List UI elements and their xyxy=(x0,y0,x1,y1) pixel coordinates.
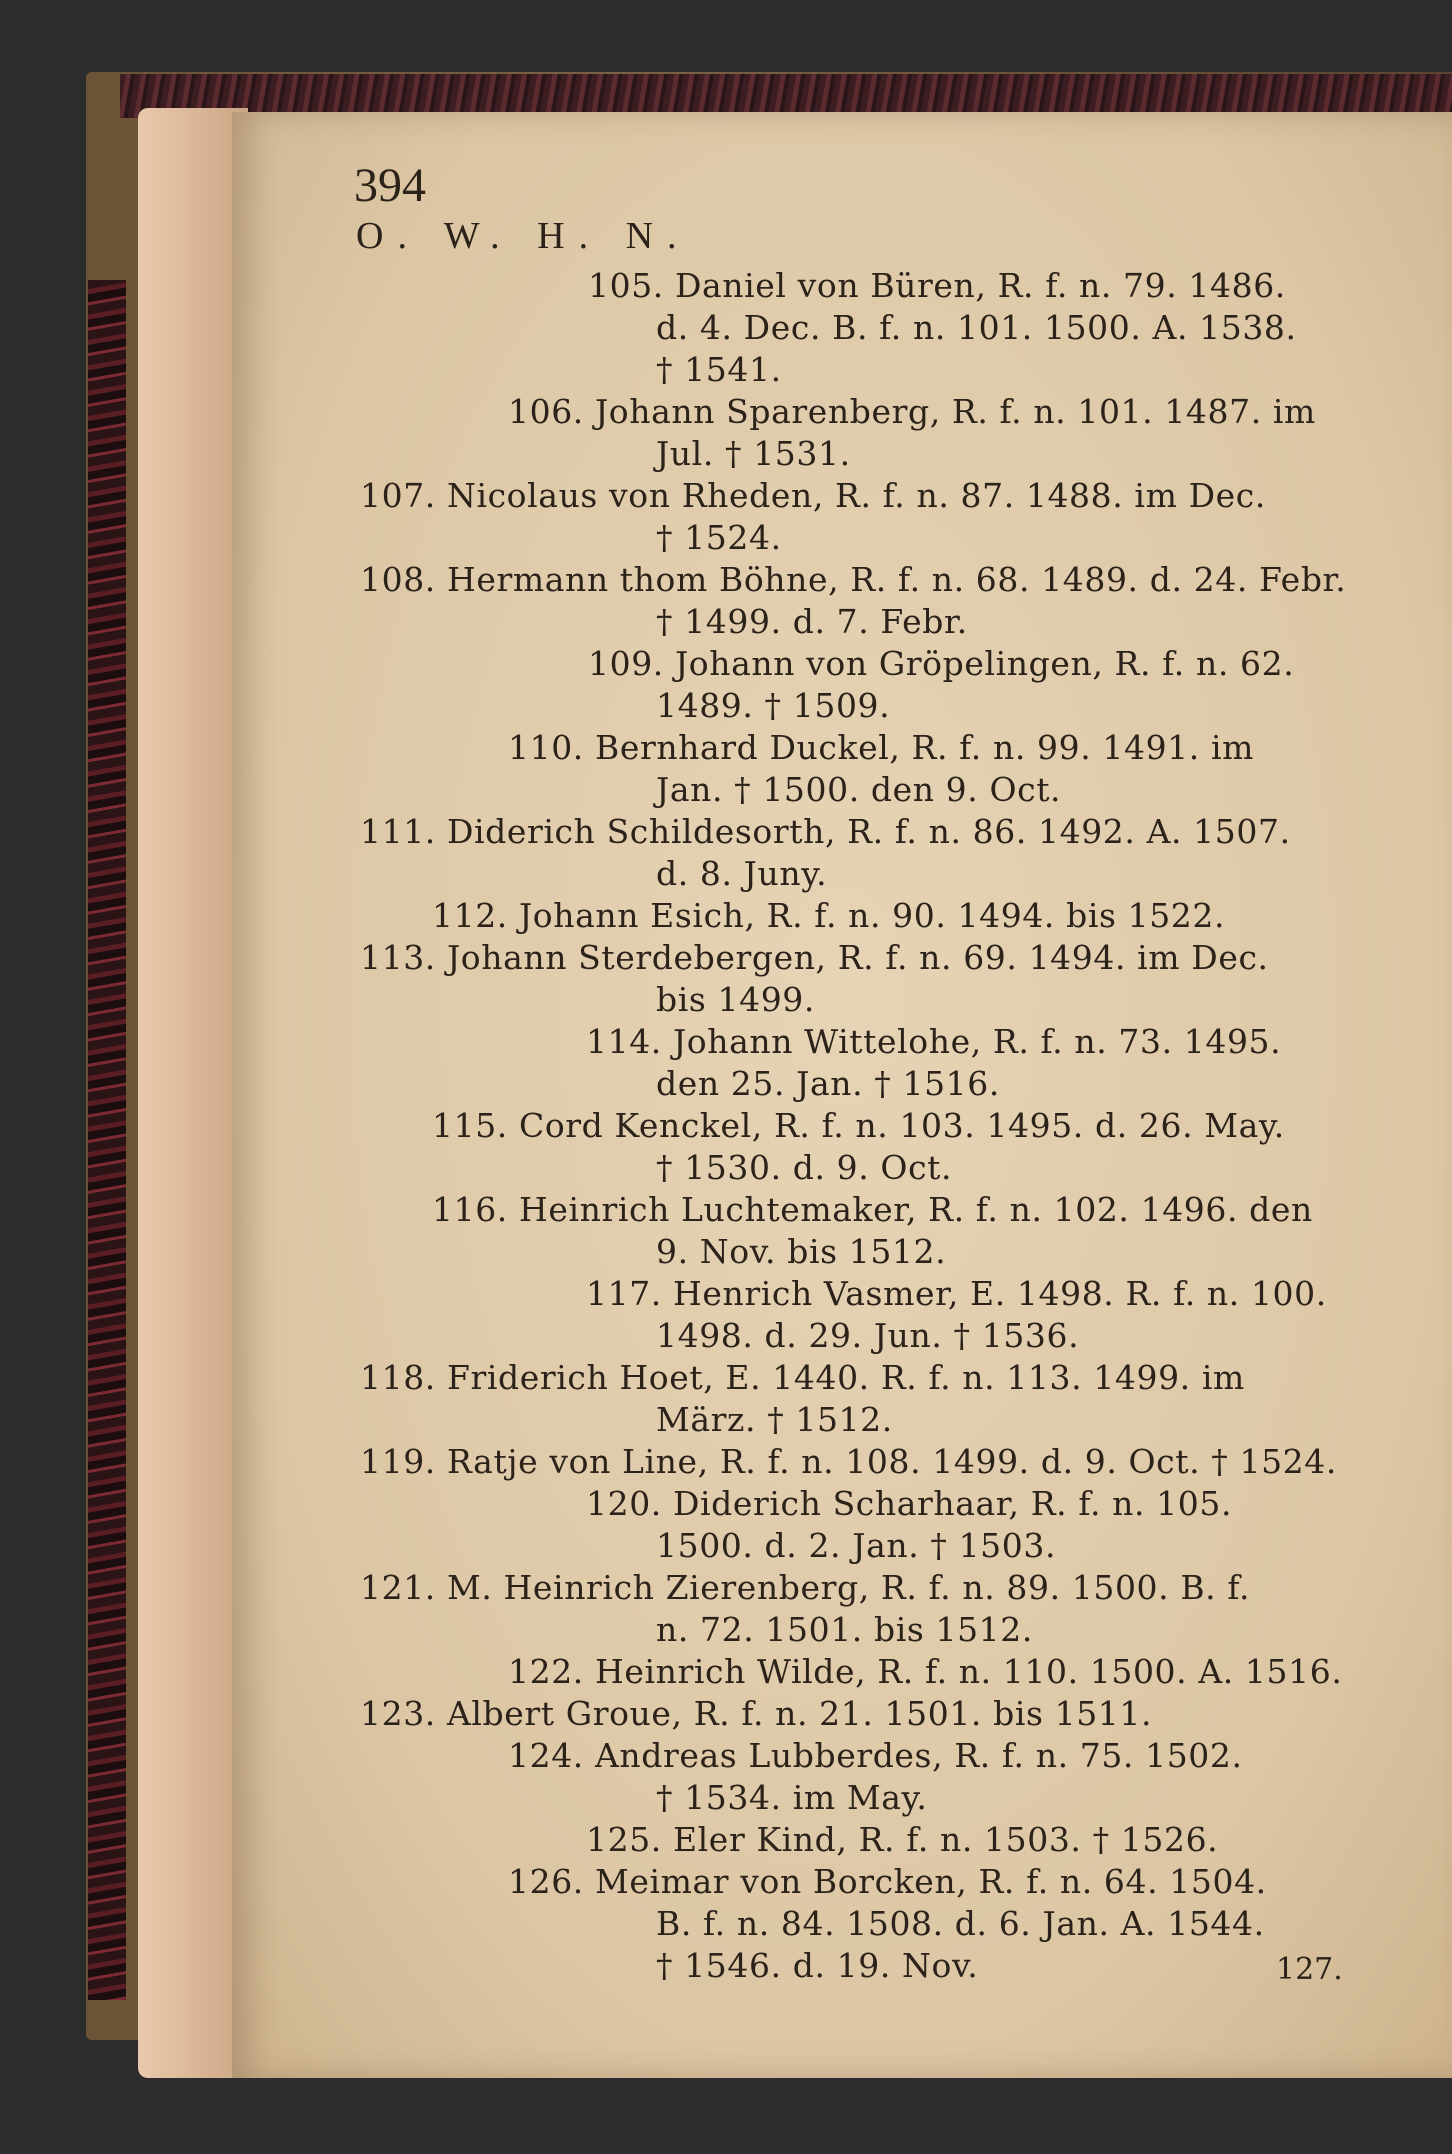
text-line: 1498. d. 29. Jun. † 1536. xyxy=(656,1316,1080,1355)
text-line: † 1499. d. 7. Febr. xyxy=(656,602,968,641)
text-line: 118. Friderich Hoet, E. 1440. R. f. n. 113. 1499. im xyxy=(360,1358,1245,1397)
text-line: 116. Heinrich Luchtemaker, R. f. n. 102. 1496. den xyxy=(432,1190,1313,1229)
page-number: 394 xyxy=(354,159,426,212)
text-line: 122. Heinrich Wilde, R. f. n. 110. 1500. A. 1516. xyxy=(508,1652,1343,1691)
text-line: 120. Diderich Scharhaar, R. f. n. 105. xyxy=(586,1484,1233,1523)
text-line: 1489. † 1509. xyxy=(656,686,891,725)
text-line: 125. Eler Kind, R. f. n. 1503. † 1526. xyxy=(586,1820,1219,1859)
text-line: 105. Daniel von Büren, R. f. n. 79. 1486. xyxy=(588,266,1286,305)
text-line: † 1524. xyxy=(656,518,782,557)
text-line: 115. Cord Kenckel, R. f. n. 103. 1495. d. 26. May. xyxy=(432,1106,1285,1145)
text-line: d. 8. Juny. xyxy=(656,854,828,893)
text-line: Jan. † 1500. den 9. Oct. xyxy=(656,770,1062,809)
text-line: n. 72. 1501. bis 1512. xyxy=(656,1610,1033,1649)
text-line: 121. M. Heinrich Zierenberg, R. f. n. 89. 1500. B. f. xyxy=(360,1568,1251,1607)
text-line: † 1541. xyxy=(656,350,782,389)
text-line: 119. Ratje von Line, R. f. n. 108. 1499. d. 9. Oct. † 1524. xyxy=(360,1442,1337,1481)
text-line: Jul. † 1531. xyxy=(656,434,851,473)
text-line: 107. Nicolaus von Rheden, R. f. n. 87. 1488. im Dec. xyxy=(360,476,1266,515)
text-line: d. 4. Dec. B. f. n. 101. 1500. A. 1538. xyxy=(656,308,1297,347)
text-line: † 1534. im May. xyxy=(656,1778,928,1817)
text-line: 111. Diderich Schildesorth, R. f. n. 86. 1492. A. 1507. xyxy=(360,812,1291,851)
text-line: † 1546. d. 19. Nov. xyxy=(656,1946,979,1985)
text-line: 117. Henrich Vasmer, E. 1498. R. f. n. 100. xyxy=(586,1274,1327,1313)
text-line: B. f. n. 84. 1508. d. 6. Jan. A. 1544. xyxy=(656,1904,1265,1943)
spine-marble xyxy=(88,280,126,2000)
catchword: 127. xyxy=(1276,1952,1343,1987)
text-line: 114. Johann Wittelohe, R. f. n. 73. 1495. xyxy=(586,1022,1282,1061)
text-line: 106. Johann Sparenberg, R. f. n. 101. 1487. im xyxy=(508,392,1316,431)
text-line: bis 1499. xyxy=(656,980,815,1019)
text-line: März. † 1512. xyxy=(656,1400,893,1439)
text-line: 113. Johann Sterdebergen, R. f. n. 69. 1494. im Dec. xyxy=(360,938,1269,977)
text-line: 126. Meimar von Borcken, R. f. n. 64. 1504. xyxy=(508,1862,1267,1901)
text-line: 112. Johann Esich, R. f. n. 90. 1494. bis 1522. xyxy=(432,896,1226,935)
text-line: den 25. Jan. † 1516. xyxy=(656,1064,1000,1103)
text-line: 108. Hermann thom Böhne, R. f. n. 68. 1489. d. 24. Febr. xyxy=(360,560,1347,599)
text-line: 123. Albert Groue, R. f. n. 21. 1501. bis 1511. xyxy=(360,1694,1153,1733)
running-header: O. W. H. N. xyxy=(356,215,691,257)
text-line: † 1530. d. 9. Oct. xyxy=(656,1148,953,1187)
text-line: 9. Nov. bis 1512. xyxy=(656,1232,947,1271)
text-line: 110. Bernhard Duckel, R. f. n. 99. 1491. im xyxy=(508,728,1254,767)
text-line: 109. Johann von Gröpelingen, R. f. n. 62. xyxy=(588,644,1295,683)
text-line: 124. Andreas Lubberdes, R. f. n. 75. 1502. xyxy=(508,1736,1243,1775)
text-line: 1500. d. 2. Jan. † 1503. xyxy=(656,1526,1057,1565)
